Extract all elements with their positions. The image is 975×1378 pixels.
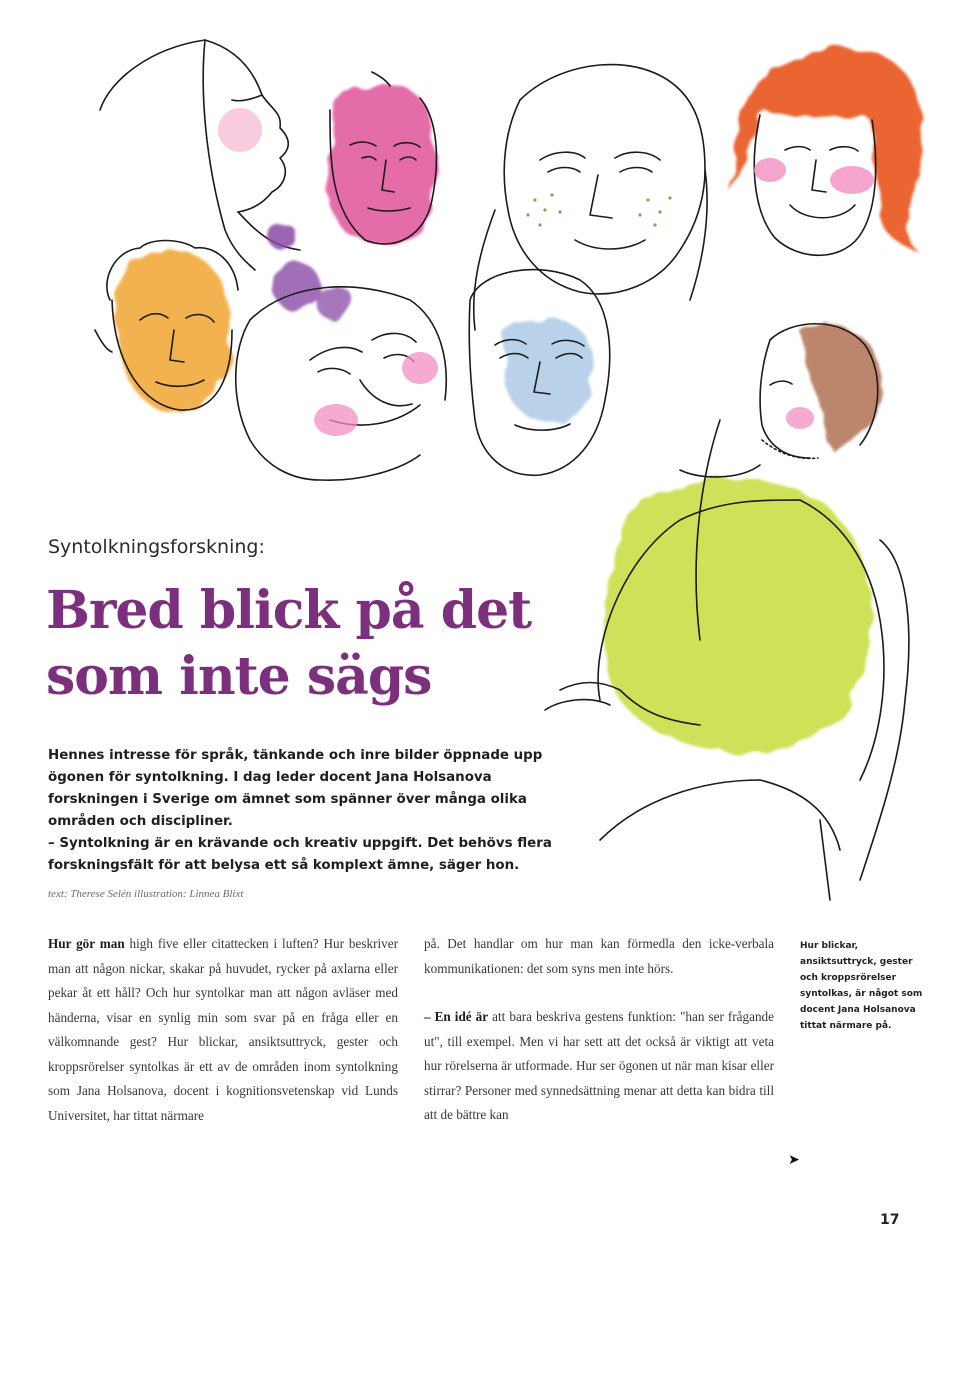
body-paragraph: på. Det handlar om hur man kan förmedla den icke-verbala kommunikationen: det som syns men inte hörs. — [424, 936, 774, 976]
article-headline — [46, 578, 606, 710]
sidebar-caption: Hur blickar, ansiktsuttryck, gester och kroppsrörelser syntolkas, är något som docent Jana Holsanova tittat närmare på. — [800, 941, 923, 1031]
paragraph-text: high five eller citattecken i luften? Hur beskriver man att någon nickar, skakar på huvudet, rycker på axlarna eller pekar åt ett håll? Och hur syntolkar man att någon avläser med händerna, visar en synlig min som svar på en fråga eller en välkomnande gest? Hur blickar, ansiktsuttryck, gester och kroppsrörelser syntolkas är ett av de områden inom syntolkning som Jana Holsanova, docent i kognitionsvetenskap vid Lunds Universitet, har tittat närmare — [48, 936, 398, 1123]
headline-line-1: Bred blick på det — [46, 580, 532, 641]
paragraph-gap — [424, 981, 774, 1005]
body-paragraph — [424, 1005, 774, 1128]
body-column-2 — [424, 932, 774, 1128]
lead-quote: – Syntolkning är en krävande och kreativ uppgift. Det behövs flera forskningsfält för att belysa ett så komplext ämne, säger hon. — [48, 836, 552, 873]
face-magenta-man — [327, 72, 436, 244]
article-kicker: Syntolkningsforskning: — [48, 536, 265, 558]
face-redhead-woman — [728, 48, 922, 255]
article-lead — [48, 745, 568, 877]
lead-paragraph: Hennes intresse för språk, tänkande och inre bilder öppnade upp ögonen för syntolkning. I dag leder docent Jana Holsanova forskningen i Sverige om ämnet som spänner över många olika områden och discipliner. — [48, 748, 543, 829]
face-orange-man — [95, 241, 238, 411]
headline-line-2: som inte sägs — [46, 646, 432, 707]
continue-arrow-icon: ➤ — [788, 1153, 800, 1168]
body-paragraph — [48, 932, 398, 1128]
article-byline: text: Therese Selén illustration: Linnea Blixt — [48, 888, 244, 900]
paragraph-lead-in: Hur gör man — [48, 936, 125, 951]
paragraph-text: att bara beskriva gestens funktion: "han ser frågande ut", till exempel. Men vi har sett att det också är viktigt att veta hur rörelserna är utformade. Hur ser ögonen ut när man kisar eller stirrar? Personer med synnedsättning menar att detta kan bidra till att de bättre kan — [424, 1009, 774, 1122]
body-column-1 — [48, 932, 398, 1128]
violet-splashes — [268, 222, 352, 320]
face-blue-woman — [469, 270, 609, 476]
paragraph-lead-in: – En idé är — [424, 1009, 489, 1024]
page-number: 17 — [880, 1212, 900, 1228]
